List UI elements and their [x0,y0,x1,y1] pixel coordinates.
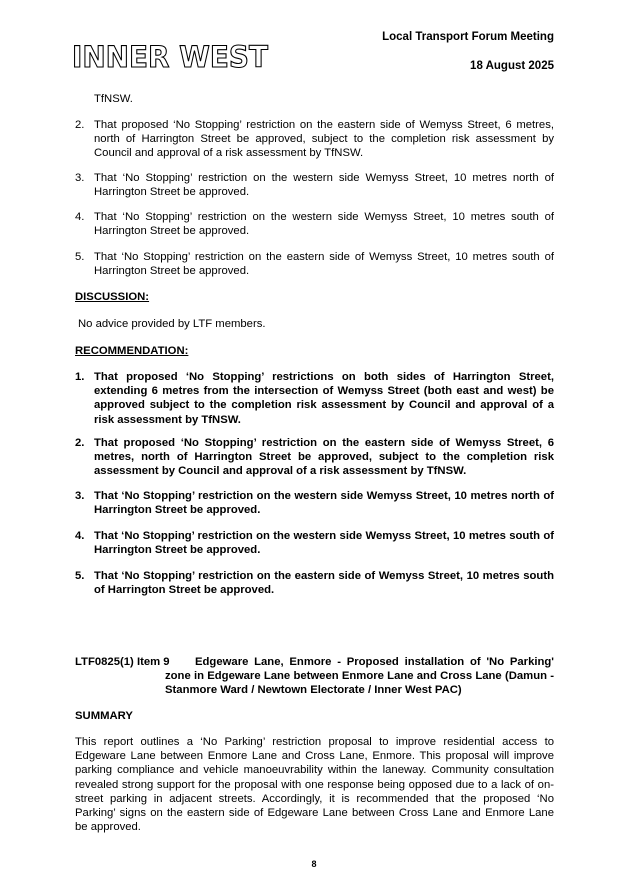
recommendation-text: That ‘No Stopping’ restriction on the eastern side of Wemyss Street, 10 metres south of Harrington Street be approved. [94,570,554,597]
recommendation-number: 4. [75,530,85,542]
recommendation-heading: RECOMMENDATION: [75,345,189,357]
list-item-number: 2. [75,119,85,131]
recommendation-number: 1. [75,371,85,383]
summary-heading: SUMMARY [75,710,133,722]
logo-text: INNER WEST [72,42,269,72]
item-code: LTF0825(1) Item 9 [75,656,170,668]
recommendation-item [75,370,554,427]
recommendation-text: That ‘No Stopping’ restriction on the western side Wemyss Street, 10 metres north of Harrington Street be approved. [94,490,554,517]
discussion-heading: DISCUSSION: [75,291,150,303]
recommendation-text: That proposed ‘No Stopping’ restriction on the eastern side of Wemyss Street, 6 metres, north of Harrington Street be approved, subject to the completion risk assessment by Council and approval of a risk assessment by TfNSW. [94,437,554,478]
item-title-rest: zone in Edgeware Lane between Enmore Lane and Cross Lane (Damun - Stanmore Ward / Newtown Electorate / Inner West PAC) [165,670,554,697]
list-item-text: That ‘No Stopping’ restriction on the eastern side of Wemyss Street, 10 metres south of Harrington Street be approved. [94,251,554,278]
list-item [75,210,554,238]
recommendation-number: 3. [75,490,85,502]
recommendation-item [75,436,554,479]
recommendation-item [75,489,554,517]
list-item-number: 5. [75,251,85,263]
list-item-number: 4. [75,211,85,223]
list-item-text: That ‘No Stopping’ restriction on the western side Wemyss Street, 10 metres south of Harrington Street be approved. [94,211,554,238]
meeting-title: Local Transport Forum Meeting [382,31,554,43]
recommendation-number: 5. [75,570,85,582]
carry-over-text: TfNSW. [94,93,133,105]
discussion-text: No advice provided by LTF members. [78,318,266,330]
list-item [75,171,554,199]
list-item-text: That proposed ‘No Stopping’ restriction on the eastern side of Wemyss Street, 6 metres, north of Harrington Street be approved, subject to the completion risk assessment by Council and approval of a risk assessment by TfNSW. [94,119,554,160]
summary-text: This report outlines a ‘No Parking’ restriction proposal to improve residential access to Edgeware Lane between Enmore Lane and Cross Lane, Enmore. This proposal will improve parking compliance and vehicle manoeuvrability within the laneway. Community consultation revealed strong support for the proposal with one response being opposed due to a lack of on-street parking in adjacent streets. Accordingly, it is recommended that the proposed ‘No Parking’ signs on the eastern side of Edgeware Lane between Cross Lane and Enmore Lane be approved. [75,736,554,834]
inner-west-logo [72,42,270,72]
meeting-date: 18 August 2025 [470,60,554,72]
list-item-number: 3. [75,172,85,184]
item-title-line1: Edgeware Lane, Enmore - Proposed installation of 'No Parking' [195,656,554,668]
recommendation-item [75,529,554,557]
item-title [165,655,554,698]
recommendation-text: That ‘No Stopping’ restriction on the western side Wemyss Street, 10 metres south of Harrington Street be approved. [94,530,554,557]
list-item [75,118,554,161]
list-item [75,250,554,278]
recommendation-item [75,569,554,597]
list-item-text: That ‘No Stopping’ restriction on the western side Wemyss Street, 10 metres north of Harrington Street be approved. [94,172,554,199]
recommendation-text: That proposed ‘No Stopping’ restrictions on both sides of Harrington Street, extending 6 metres from the intersection of Wemyss Street (both east and west) be approved subject to the completion risk assessment by Council and approval of a risk assessment by TfNSW. [94,371,554,426]
page-number: 8 [311,859,317,869]
recommendation-number: 2. [75,437,85,449]
